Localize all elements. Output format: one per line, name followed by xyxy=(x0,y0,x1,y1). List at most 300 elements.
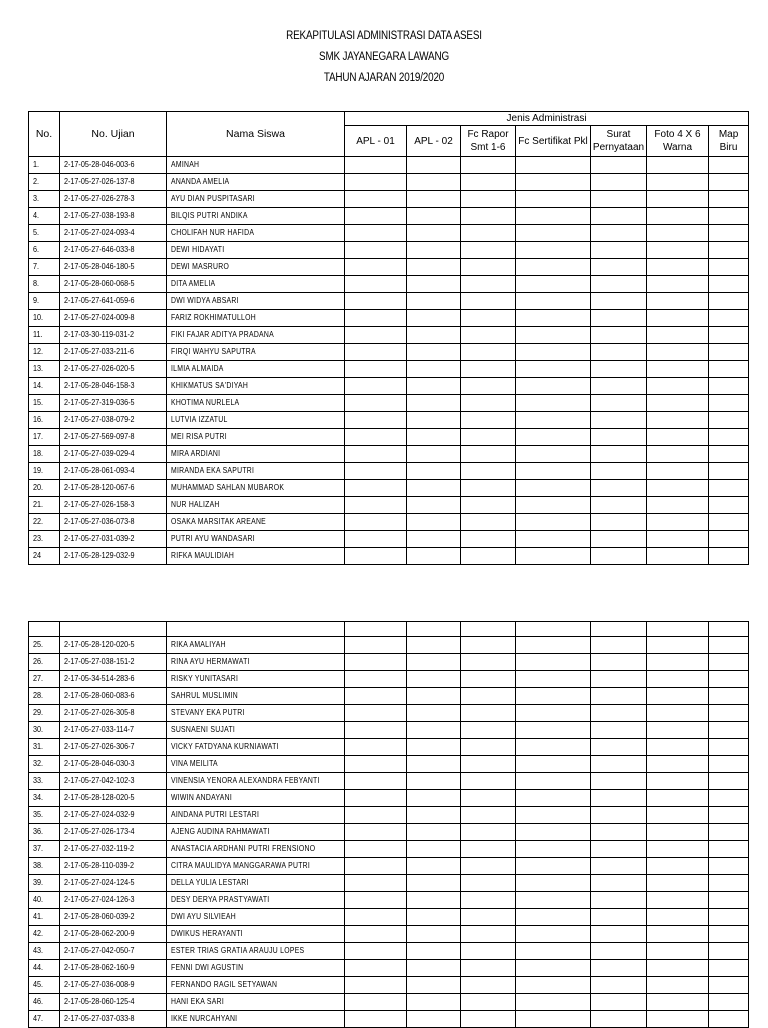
check-cell xyxy=(407,412,461,429)
check-cell xyxy=(345,977,407,994)
check-cell xyxy=(591,688,647,705)
check-cell xyxy=(647,654,709,671)
check-cell xyxy=(647,824,709,841)
check-cell xyxy=(516,739,591,756)
row-nama-siswa: RIFKA MAULIDIAH xyxy=(167,548,345,565)
row-no-ujian: 2-17-05-28-046-158-3 xyxy=(60,378,167,395)
check-cell xyxy=(461,1011,516,1028)
check-cell xyxy=(461,756,516,773)
check-cell xyxy=(407,756,461,773)
check-cell xyxy=(647,909,709,926)
check-cell xyxy=(709,722,749,739)
check-cell xyxy=(516,463,591,480)
check-cell xyxy=(591,722,647,739)
check-cell xyxy=(647,531,709,548)
row-number: 40. xyxy=(29,892,60,909)
row-no-ujian: 2-17-05-28-061-093-4 xyxy=(60,463,167,480)
check-cell xyxy=(407,790,461,807)
check-cell xyxy=(407,429,461,446)
row-number: 15. xyxy=(29,395,60,412)
row-number: 19. xyxy=(29,463,60,480)
row-no-ujian: 2-17-05-27-033-114-7 xyxy=(60,722,167,739)
check-cell xyxy=(345,892,407,909)
check-cell xyxy=(461,943,516,960)
row-no-ujian: 2-17-05-27-026-173-4 xyxy=(60,824,167,841)
check-cell xyxy=(345,225,407,242)
row-number: 34. xyxy=(29,790,60,807)
row-number: 24 xyxy=(29,548,60,565)
table-row xyxy=(29,654,749,671)
row-no-ujian: 2-17-05-27-026-137-8 xyxy=(60,174,167,191)
table-row xyxy=(29,790,749,807)
table-row xyxy=(29,242,749,259)
check-cell xyxy=(516,705,591,722)
check-cell xyxy=(516,259,591,276)
check-cell xyxy=(345,429,407,446)
table-row xyxy=(29,994,749,1011)
col-header-map: Map Biru xyxy=(709,126,749,157)
table-row xyxy=(29,497,749,514)
check-cell xyxy=(647,327,709,344)
table-row xyxy=(29,671,749,688)
table-row xyxy=(29,841,749,858)
row-no-ujian: 2-17-05-27-319-036-5 xyxy=(60,395,167,412)
recap-table-2 xyxy=(28,621,749,1028)
check-cell xyxy=(461,191,516,208)
row-no-ujian: 2-17-05-27-038-193-8 xyxy=(60,208,167,225)
check-cell xyxy=(709,824,749,841)
check-cell xyxy=(345,739,407,756)
row-number: 9. xyxy=(29,293,60,310)
check-cell xyxy=(345,344,407,361)
check-cell xyxy=(345,722,407,739)
check-cell xyxy=(709,807,749,824)
check-cell xyxy=(709,790,749,807)
check-cell xyxy=(345,293,407,310)
check-cell xyxy=(461,705,516,722)
check-cell xyxy=(407,361,461,378)
row-no-ujian: 2-17-05-27-036-008-9 xyxy=(60,977,167,994)
row-number: 7. xyxy=(29,259,60,276)
row-number: 46. xyxy=(29,994,60,1011)
row-nama-siswa: IKKE NURCAHYANI xyxy=(167,1011,345,1028)
table-row xyxy=(29,259,749,276)
table-row xyxy=(29,773,749,790)
row-nama-siswa: SUSNAENI SUJATI xyxy=(167,722,345,739)
row-no-ujian: 2-17-05-28-110-039-2 xyxy=(60,858,167,875)
check-cell xyxy=(591,756,647,773)
check-cell xyxy=(407,157,461,174)
row-number: 2. xyxy=(29,174,60,191)
table-row xyxy=(29,688,749,705)
check-cell xyxy=(345,378,407,395)
check-cell xyxy=(461,225,516,242)
check-cell xyxy=(709,174,749,191)
row-no-ujian: 2-17-05-27-026-158-3 xyxy=(60,497,167,514)
check-cell xyxy=(516,395,591,412)
check-cell xyxy=(591,875,647,892)
table-row xyxy=(29,722,749,739)
check-cell xyxy=(345,858,407,875)
check-cell xyxy=(516,157,591,174)
check-cell xyxy=(591,637,647,654)
check-cell xyxy=(647,739,709,756)
check-cell xyxy=(345,548,407,565)
table-row xyxy=(29,361,749,378)
check-cell xyxy=(709,977,749,994)
row-nama-siswa: AINDANA PUTRI LESTARI xyxy=(167,807,345,824)
check-cell xyxy=(647,157,709,174)
check-cell xyxy=(591,909,647,926)
check-cell xyxy=(709,259,749,276)
row-nama-siswa: RISKY YUNITASARI xyxy=(167,671,345,688)
check-cell xyxy=(591,344,647,361)
check-cell xyxy=(647,378,709,395)
check-cell xyxy=(461,841,516,858)
row-no-ujian: 2-17-05-27-024-124-5 xyxy=(60,875,167,892)
check-cell xyxy=(345,259,407,276)
check-cell xyxy=(709,276,749,293)
check-cell xyxy=(516,994,591,1011)
check-cell xyxy=(345,276,407,293)
row-number: 44. xyxy=(29,960,60,977)
row-number: 25. xyxy=(29,637,60,654)
row-nama-siswa: ILMIA ALMAIDA xyxy=(167,361,345,378)
check-cell xyxy=(591,514,647,531)
row-no-ujian: 2-17-05-28-062-160-9 xyxy=(60,960,167,977)
check-cell xyxy=(709,395,749,412)
check-cell xyxy=(709,960,749,977)
table-row xyxy=(29,395,749,412)
check-cell xyxy=(709,739,749,756)
row-number: 27. xyxy=(29,671,60,688)
row-nama-siswa: DELLA YULIA LESTARI xyxy=(167,875,345,892)
check-cell xyxy=(461,344,516,361)
check-cell xyxy=(407,960,461,977)
row-no-ujian: 2-17-05-27-026-278-3 xyxy=(60,191,167,208)
check-cell xyxy=(345,807,407,824)
row-no-ujian: 2-17-05-27-031-039-2 xyxy=(60,531,167,548)
check-cell xyxy=(647,756,709,773)
check-cell xyxy=(647,671,709,688)
row-nama-siswa: LUTVIA IZZATUL xyxy=(167,412,345,429)
row-nama-siswa: FIRQI WAHYU SAPUTRA xyxy=(167,344,345,361)
document-title: REKAPITULASI ADMINISTRASI DATA ASESI xyxy=(286,30,482,42)
check-cell xyxy=(709,841,749,858)
check-cell xyxy=(591,807,647,824)
row-nama-siswa: VICKY FATDYANA KURNIAWATI xyxy=(167,739,345,756)
check-cell xyxy=(709,756,749,773)
row-nama-siswa: WIWIN ANDAYANI xyxy=(167,790,345,807)
check-cell xyxy=(461,671,516,688)
row-nama-siswa: MIRANDA EKA SAPUTRI xyxy=(167,463,345,480)
check-cell xyxy=(647,174,709,191)
check-cell xyxy=(461,157,516,174)
check-cell xyxy=(709,191,749,208)
row-no-ujian: 2-17-05-27-042-102-3 xyxy=(60,773,167,790)
check-cell xyxy=(591,191,647,208)
check-cell xyxy=(461,790,516,807)
row-nama-siswa: DWI AYU SILVIEAH xyxy=(167,909,345,926)
check-cell xyxy=(407,514,461,531)
check-cell xyxy=(591,293,647,310)
row-no-ujian: 2-17-05-27-024-009-8 xyxy=(60,310,167,327)
check-cell xyxy=(516,378,591,395)
check-cell xyxy=(461,208,516,225)
table-row xyxy=(29,293,749,310)
row-nama-siswa: VINA MEILITA xyxy=(167,756,345,773)
check-cell xyxy=(516,208,591,225)
check-cell xyxy=(647,344,709,361)
row-no-ujian: 2-17-05-28-060-039-2 xyxy=(60,909,167,926)
check-cell xyxy=(345,1011,407,1028)
check-cell xyxy=(591,157,647,174)
check-cell xyxy=(516,790,591,807)
check-cell xyxy=(591,412,647,429)
row-no-ujian: 2-17-05-27-038-079-2 xyxy=(60,412,167,429)
check-cell xyxy=(461,654,516,671)
check-cell xyxy=(709,671,749,688)
check-cell xyxy=(709,892,749,909)
row-nama-siswa: STEVANY EKA PUTRI xyxy=(167,705,345,722)
table-row xyxy=(29,960,749,977)
table-row xyxy=(29,446,749,463)
check-cell xyxy=(345,926,407,943)
row-number: 32. xyxy=(29,756,60,773)
check-cell xyxy=(709,480,749,497)
table-row xyxy=(29,739,749,756)
check-cell xyxy=(709,446,749,463)
check-cell xyxy=(407,378,461,395)
check-cell xyxy=(647,688,709,705)
check-cell xyxy=(407,344,461,361)
check-cell xyxy=(591,892,647,909)
check-cell xyxy=(407,293,461,310)
row-nama-siswa: PUTRI AYU WANDASARI xyxy=(167,531,345,548)
check-cell xyxy=(591,977,647,994)
check-cell xyxy=(516,960,591,977)
check-cell xyxy=(591,790,647,807)
table-row xyxy=(29,926,749,943)
row-number: 33. xyxy=(29,773,60,790)
row-number: 29. xyxy=(29,705,60,722)
check-cell xyxy=(591,943,647,960)
check-cell xyxy=(345,671,407,688)
row-no-ujian: 2-17-05-28-120-020-5 xyxy=(60,637,167,654)
table-row xyxy=(29,637,749,654)
check-cell xyxy=(591,463,647,480)
check-cell xyxy=(709,705,749,722)
check-cell xyxy=(516,892,591,909)
check-cell xyxy=(709,688,749,705)
row-nama-siswa: SAHRUL MUSLIMIN xyxy=(167,688,345,705)
check-cell xyxy=(407,327,461,344)
check-cell xyxy=(516,773,591,790)
check-cell xyxy=(345,531,407,548)
row-nama-siswa: AMINAH xyxy=(167,157,345,174)
check-cell xyxy=(709,943,749,960)
table-row xyxy=(29,943,749,960)
row-no-ujian: 2-17-05-27-036-073-8 xyxy=(60,514,167,531)
check-cell xyxy=(647,807,709,824)
check-cell xyxy=(591,327,647,344)
check-cell xyxy=(647,875,709,892)
row-number: 26. xyxy=(29,654,60,671)
check-cell xyxy=(407,310,461,327)
check-cell xyxy=(709,429,749,446)
col-header-surat: Surat Pernyataan xyxy=(591,126,647,157)
check-cell xyxy=(407,943,461,960)
row-nama-siswa: MIRA ARDIANI xyxy=(167,446,345,463)
check-cell xyxy=(709,225,749,242)
row-nama-siswa: ESTER TRIAS GRATIA ARAUJU LOPES xyxy=(167,943,345,960)
header-row-group xyxy=(29,112,749,126)
check-cell xyxy=(407,909,461,926)
row-nama-siswa: HANI EKA SARI xyxy=(167,994,345,1011)
row-nama-siswa: AYU DIAN PUSPITASARI xyxy=(167,191,345,208)
table-row xyxy=(29,480,749,497)
check-cell xyxy=(345,310,407,327)
check-cell xyxy=(709,994,749,1011)
table-row xyxy=(29,977,749,994)
check-cell xyxy=(516,909,591,926)
check-cell xyxy=(407,637,461,654)
check-cell xyxy=(345,463,407,480)
check-cell xyxy=(516,293,591,310)
table-row xyxy=(29,429,749,446)
check-cell xyxy=(345,191,407,208)
table-row xyxy=(29,858,749,875)
check-cell xyxy=(407,688,461,705)
row-no-ujian: 2-17-05-27-646-033-8 xyxy=(60,242,167,259)
check-cell xyxy=(709,875,749,892)
check-cell xyxy=(407,463,461,480)
check-cell xyxy=(407,242,461,259)
row-number: 41. xyxy=(29,909,60,926)
row-nama-siswa: DWIKUS HERAYANTI xyxy=(167,926,345,943)
check-cell xyxy=(461,875,516,892)
check-cell xyxy=(345,960,407,977)
row-number: 8. xyxy=(29,276,60,293)
check-cell xyxy=(407,858,461,875)
check-cell xyxy=(647,412,709,429)
row-number: 47. xyxy=(29,1011,60,1028)
table-row xyxy=(29,1011,749,1028)
check-cell xyxy=(591,960,647,977)
check-cell xyxy=(647,242,709,259)
col-header-foto: Foto 4 X 6 Warna xyxy=(647,126,709,157)
row-no-ujian: 2-17-05-28-060-083-6 xyxy=(60,688,167,705)
row-nama-siswa: OSAKA MARSITAK AREANE xyxy=(167,514,345,531)
check-cell xyxy=(647,960,709,977)
check-cell xyxy=(516,756,591,773)
row-number: 17. xyxy=(29,429,60,446)
col-header-apl01: APL - 01 xyxy=(345,126,407,157)
check-cell xyxy=(591,739,647,756)
check-cell xyxy=(591,259,647,276)
row-no-ujian: 2-17-05-27-039-029-4 xyxy=(60,446,167,463)
row-number: 11. xyxy=(29,327,60,344)
check-cell xyxy=(709,531,749,548)
table-row xyxy=(29,514,749,531)
row-no-ujian: 2-17-05-28-129-032-9 xyxy=(60,548,167,565)
row-number: 35. xyxy=(29,807,60,824)
academic-year: TAHUN AJARAN 2019/2020 xyxy=(323,72,445,84)
check-cell xyxy=(407,841,461,858)
check-cell xyxy=(516,722,591,739)
row-nama-siswa: FERNANDO RAGIL SETYAWAN xyxy=(167,977,345,994)
check-cell xyxy=(461,994,516,1011)
check-cell xyxy=(709,463,749,480)
table-row xyxy=(29,807,749,824)
check-cell xyxy=(516,807,591,824)
check-cell xyxy=(647,514,709,531)
row-number: 5. xyxy=(29,225,60,242)
check-cell xyxy=(709,773,749,790)
table-row xyxy=(29,756,749,773)
col-header-apl02: APL - 02 xyxy=(407,126,461,157)
check-cell xyxy=(407,480,461,497)
check-cell xyxy=(591,395,647,412)
row-nama-siswa: DEWI HIDAYATI xyxy=(167,242,345,259)
row-nama-siswa: FENNI DWI AGUSTIN xyxy=(167,960,345,977)
check-cell xyxy=(345,841,407,858)
check-cell xyxy=(647,446,709,463)
check-cell xyxy=(461,824,516,841)
check-cell xyxy=(709,514,749,531)
check-cell xyxy=(407,225,461,242)
check-cell xyxy=(345,361,407,378)
check-cell xyxy=(647,310,709,327)
check-cell xyxy=(591,858,647,875)
table-row xyxy=(29,892,749,909)
check-cell xyxy=(591,225,647,242)
row-no-ujian: 2-17-05-28-046-030-3 xyxy=(60,756,167,773)
row-number: 6. xyxy=(29,242,60,259)
row-no-ujian: 2-17-05-27-038-151-2 xyxy=(60,654,167,671)
check-cell xyxy=(591,994,647,1011)
check-cell xyxy=(407,739,461,756)
check-cell xyxy=(461,773,516,790)
check-cell xyxy=(345,242,407,259)
check-cell xyxy=(591,773,647,790)
check-cell xyxy=(461,722,516,739)
check-cell xyxy=(461,739,516,756)
row-nama-siswa: VINENSIA YENORA ALEXANDRA FEBYANTI xyxy=(167,773,345,790)
row-number: 10. xyxy=(29,310,60,327)
check-cell xyxy=(591,208,647,225)
table-row xyxy=(29,276,749,293)
check-cell xyxy=(647,892,709,909)
check-cell xyxy=(516,977,591,994)
check-cell xyxy=(709,1011,749,1028)
check-cell xyxy=(516,327,591,344)
row-number: 12. xyxy=(29,344,60,361)
check-cell xyxy=(647,208,709,225)
row-no-ujian: 2-17-05-28-046-003-6 xyxy=(60,157,167,174)
check-cell xyxy=(591,429,647,446)
row-no-ujian: 2-17-05-28-060-125-4 xyxy=(60,994,167,1011)
check-cell xyxy=(407,671,461,688)
check-cell xyxy=(709,654,749,671)
table-row xyxy=(29,378,749,395)
blank-header-row xyxy=(29,622,749,637)
check-cell xyxy=(407,807,461,824)
row-nama-siswa: CHOLIFAH NUR HAFIDA xyxy=(167,225,345,242)
row-no-ujian: 2-17-05-28-062-200-9 xyxy=(60,926,167,943)
check-cell xyxy=(591,242,647,259)
check-cell xyxy=(516,276,591,293)
